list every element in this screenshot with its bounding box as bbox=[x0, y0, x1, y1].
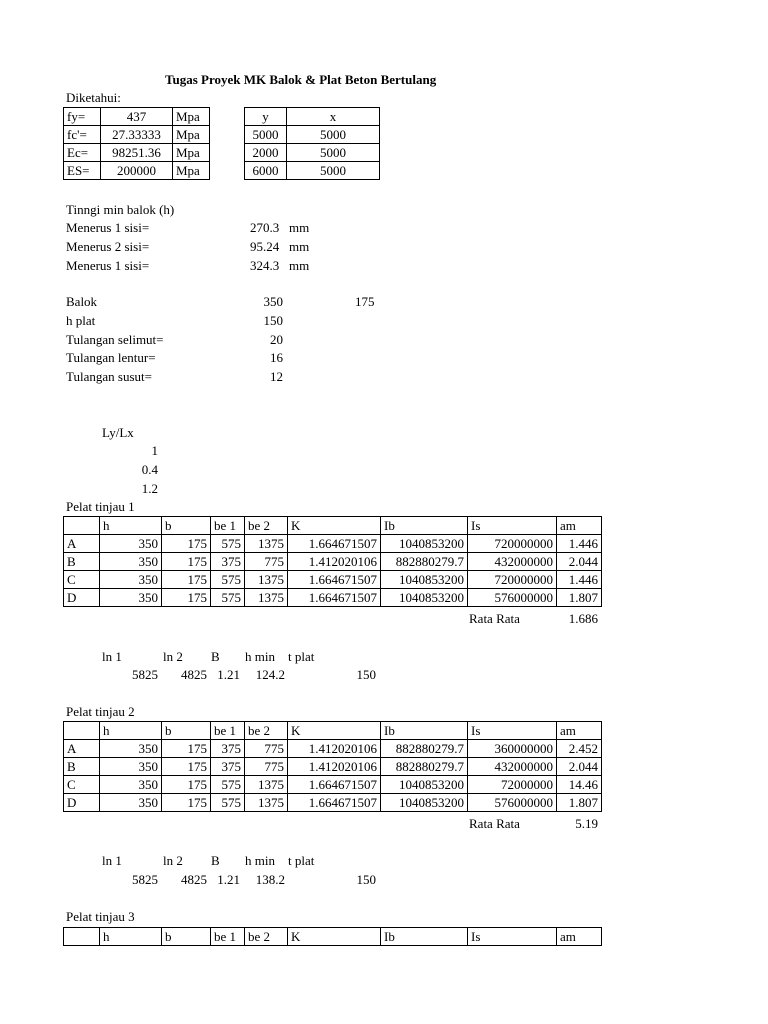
cell: 350 bbox=[100, 553, 162, 571]
prop-name: fy= bbox=[64, 108, 101, 126]
column-header: am bbox=[557, 722, 602, 740]
cell: 1.412020106 bbox=[288, 740, 381, 758]
column-header: am bbox=[557, 517, 602, 535]
param-value: 12 bbox=[270, 369, 283, 384]
column-header: y bbox=[245, 108, 287, 126]
column-header: K bbox=[288, 517, 381, 535]
summary-header: h min bbox=[245, 853, 275, 868]
cell: 1375 bbox=[245, 589, 288, 607]
summary-hmin: 124.2 bbox=[255, 667, 285, 682]
balok-value-1: 350 bbox=[263, 294, 283, 309]
column-header: Is bbox=[468, 722, 557, 740]
column-header: Ib bbox=[381, 928, 468, 946]
cell: 1.807 bbox=[557, 589, 602, 607]
cell: 2.044 bbox=[557, 553, 602, 571]
summary-ln1: 5825 bbox=[132, 667, 158, 682]
cell: 175 bbox=[162, 553, 211, 571]
cell: 375 bbox=[211, 740, 245, 758]
summary-tplat: 150 bbox=[356, 872, 376, 887]
cell: 720000000 bbox=[468, 535, 557, 553]
column-header bbox=[64, 517, 100, 535]
cell: 1375 bbox=[245, 794, 288, 812]
cell: 882880279.7 bbox=[381, 553, 468, 571]
prop-unit: Mpa bbox=[173, 144, 210, 162]
column-header: be 1 bbox=[211, 722, 245, 740]
cell: 175 bbox=[162, 571, 211, 589]
x-value: 5000 bbox=[287, 162, 380, 180]
yx-table bbox=[244, 107, 380, 180]
tinggi-row-unit: mm bbox=[289, 239, 310, 254]
row-label: A bbox=[64, 740, 100, 758]
column-header: h bbox=[100, 517, 162, 535]
plate-title: Pelat tinjau 3 bbox=[66, 909, 135, 924]
summary-hmin: 138.2 bbox=[255, 872, 285, 887]
lylx-value: 0.4 bbox=[141, 462, 158, 477]
table-row bbox=[64, 535, 602, 553]
rata-rata-label: Rata Rata bbox=[469, 611, 520, 626]
rata-rata-value: 5.19 bbox=[575, 816, 598, 831]
y-value: 2000 bbox=[245, 144, 287, 162]
param-label: h plat bbox=[66, 313, 96, 328]
cell: 1.664671507 bbox=[288, 535, 381, 553]
column-header: be 2 bbox=[245, 928, 288, 946]
summary-b: 1.21 bbox=[217, 667, 240, 682]
column-header: Ib bbox=[381, 722, 468, 740]
cell: 1.664671507 bbox=[288, 571, 381, 589]
cell: 575 bbox=[211, 535, 245, 553]
summary-header: ln 1 bbox=[102, 853, 122, 868]
row-label: D bbox=[64, 794, 100, 812]
cell: 882880279.7 bbox=[381, 740, 468, 758]
y-value: 6000 bbox=[245, 162, 287, 180]
summary-header: t plat bbox=[288, 853, 315, 868]
balok-value-2: 175 bbox=[355, 294, 375, 309]
cell: 175 bbox=[162, 535, 211, 553]
table-row bbox=[64, 776, 602, 794]
cell: 720000000 bbox=[468, 571, 557, 589]
column-header bbox=[64, 722, 100, 740]
param-label: Tulangan lentur= bbox=[66, 350, 156, 365]
table-row bbox=[245, 144, 380, 162]
column-header: Ib bbox=[381, 517, 468, 535]
prop-unit: Mpa bbox=[173, 162, 210, 180]
plate-table bbox=[63, 721, 602, 812]
tinggi-row-label: Menerus 2 sisi= bbox=[66, 239, 150, 254]
prop-value: 98251.36 bbox=[101, 144, 173, 162]
column-header: K bbox=[288, 722, 381, 740]
cell: 350 bbox=[100, 740, 162, 758]
prop-value: 200000 bbox=[101, 162, 173, 180]
cell: 375 bbox=[211, 553, 245, 571]
table-header-row bbox=[64, 722, 602, 740]
row-label: B bbox=[64, 758, 100, 776]
tinggi-row-label: Menerus 1 sisi= bbox=[66, 258, 150, 273]
table-row bbox=[64, 162, 210, 180]
cell: 1.807 bbox=[557, 794, 602, 812]
cell: 775 bbox=[245, 758, 288, 776]
plate-table bbox=[63, 927, 602, 946]
cell: 432000000 bbox=[468, 758, 557, 776]
cell: 350 bbox=[100, 535, 162, 553]
summary-header: B bbox=[211, 853, 220, 868]
cell: 350 bbox=[100, 794, 162, 812]
cell: 350 bbox=[100, 758, 162, 776]
diketahui-label: Diketahui: bbox=[66, 90, 121, 105]
balok-label: Balok bbox=[66, 294, 98, 309]
lylx-value: 1 bbox=[151, 443, 158, 458]
table-row bbox=[64, 740, 602, 758]
cell: 175 bbox=[162, 794, 211, 812]
cell: 2.044 bbox=[557, 758, 602, 776]
plate-title: Pelat tinjau 2 bbox=[66, 704, 135, 719]
column-header: be 1 bbox=[211, 517, 245, 535]
cell: 882880279.7 bbox=[381, 758, 468, 776]
summary-header: ln 2 bbox=[163, 649, 183, 664]
param-value: 16 bbox=[270, 350, 283, 365]
prop-value: 27.33333 bbox=[101, 126, 173, 144]
cell: 2.452 bbox=[557, 740, 602, 758]
param-value: 20 bbox=[270, 332, 283, 347]
cell: 14.46 bbox=[557, 776, 602, 794]
cell: 576000000 bbox=[468, 794, 557, 812]
cell: 175 bbox=[162, 740, 211, 758]
column-header: b bbox=[162, 517, 211, 535]
cell: 175 bbox=[162, 776, 211, 794]
row-label: C bbox=[64, 571, 100, 589]
cell: 1040853200 bbox=[381, 589, 468, 607]
cell: 175 bbox=[162, 589, 211, 607]
column-header: Is bbox=[468, 928, 557, 946]
column-header: Is bbox=[468, 517, 557, 535]
column-header: am bbox=[557, 928, 602, 946]
cell: 775 bbox=[245, 740, 288, 758]
tinggi-row-unit: mm bbox=[289, 220, 310, 235]
cell: 1040853200 bbox=[381, 571, 468, 589]
cell: 1040853200 bbox=[381, 794, 468, 812]
cell: 1.412020106 bbox=[288, 758, 381, 776]
summary-header: t plat bbox=[288, 649, 315, 664]
column-header bbox=[64, 928, 100, 946]
cell: 1.412020106 bbox=[288, 553, 381, 571]
rata-rata-label: Rata Rata bbox=[469, 816, 520, 831]
summary-header: ln 2 bbox=[163, 853, 183, 868]
cell: 375 bbox=[211, 758, 245, 776]
cell: 175 bbox=[162, 758, 211, 776]
cell: 432000000 bbox=[468, 553, 557, 571]
param-label: Tulangan selimut= bbox=[66, 332, 164, 347]
tinggi-row-unit: mm bbox=[289, 258, 310, 273]
cell: 1.664671507 bbox=[288, 776, 381, 794]
prop-name: Ec= bbox=[64, 144, 101, 162]
rata-rata-value: 1.686 bbox=[568, 611, 598, 626]
prop-name: ES= bbox=[64, 162, 101, 180]
cell: 575 bbox=[211, 589, 245, 607]
table-row bbox=[64, 794, 602, 812]
summary-tplat: 150 bbox=[356, 667, 376, 682]
param-label: Tulangan susut= bbox=[66, 369, 152, 384]
cell: 72000000 bbox=[468, 776, 557, 794]
prop-name: fc'= bbox=[64, 126, 101, 144]
summary-ln1: 5825 bbox=[132, 872, 158, 887]
cell: 1375 bbox=[245, 776, 288, 794]
prop-value: 437 bbox=[101, 108, 173, 126]
cell: 1.664671507 bbox=[288, 589, 381, 607]
row-label: C bbox=[64, 776, 100, 794]
cell: 576000000 bbox=[468, 589, 557, 607]
cell: 350 bbox=[100, 571, 162, 589]
cell: 775 bbox=[245, 553, 288, 571]
cell: 575 bbox=[211, 571, 245, 589]
column-header: h bbox=[100, 722, 162, 740]
cell: 575 bbox=[211, 776, 245, 794]
x-value: 5000 bbox=[287, 126, 380, 144]
column-header: h bbox=[100, 928, 162, 946]
param-value: 150 bbox=[263, 313, 283, 328]
table-row bbox=[64, 571, 602, 589]
column-header: x bbox=[287, 108, 380, 126]
summary-ln2: 4825 bbox=[181, 872, 207, 887]
column-header: be 2 bbox=[245, 722, 288, 740]
table-row bbox=[64, 758, 602, 776]
tinggi-row-value: 324.3 bbox=[250, 258, 280, 273]
summary-ln2: 4825 bbox=[181, 667, 207, 682]
column-header: K bbox=[288, 928, 381, 946]
cell: 575 bbox=[211, 794, 245, 812]
cell: 350 bbox=[100, 589, 162, 607]
column-header: be 2 bbox=[245, 517, 288, 535]
cell: 1375 bbox=[245, 571, 288, 589]
summary-header: ln 1 bbox=[102, 649, 122, 664]
prop-unit: Mpa bbox=[173, 108, 210, 126]
row-label: A bbox=[64, 535, 100, 553]
prop-unit: Mpa bbox=[173, 126, 210, 144]
row-label: B bbox=[64, 553, 100, 571]
table-row bbox=[245, 126, 380, 144]
table-row bbox=[64, 126, 210, 144]
table-row bbox=[64, 108, 210, 126]
tinggi-label: Tinngi min balok (h) bbox=[66, 202, 175, 217]
tinggi-row-value: 270.3 bbox=[250, 220, 280, 235]
cell: 1040853200 bbox=[381, 776, 468, 794]
tinggi-row-value: 95.24 bbox=[250, 239, 280, 254]
cell: 1.664671507 bbox=[288, 794, 381, 812]
cell: 1375 bbox=[245, 535, 288, 553]
table-row bbox=[64, 144, 210, 162]
summary-header: h min bbox=[245, 649, 275, 664]
column-header: b bbox=[162, 722, 211, 740]
summary-b: 1.21 bbox=[217, 872, 240, 887]
table-header-row bbox=[64, 928, 602, 946]
x-value: 5000 bbox=[287, 144, 380, 162]
cell: 360000000 bbox=[468, 740, 557, 758]
table-header-row bbox=[245, 108, 380, 126]
column-header: b bbox=[162, 928, 211, 946]
lylx-value: 1.2 bbox=[141, 481, 158, 496]
cell: 1.446 bbox=[557, 571, 602, 589]
document-title: Tugas Proyek MK Balok & Plat Beton Bertulang bbox=[165, 72, 437, 87]
table-header-row bbox=[64, 517, 602, 535]
cell: 1040853200 bbox=[381, 535, 468, 553]
table-row bbox=[64, 553, 602, 571]
properties-table bbox=[63, 107, 210, 180]
summary-header: B bbox=[211, 649, 220, 664]
plate-title: Pelat tinjau 1 bbox=[66, 499, 135, 514]
table-row bbox=[245, 162, 380, 180]
cell: 1.446 bbox=[557, 535, 602, 553]
cell: 350 bbox=[100, 776, 162, 794]
lylx-label: Ly/Lx bbox=[102, 425, 134, 440]
table-row bbox=[64, 589, 602, 607]
column-header: be 1 bbox=[211, 928, 245, 946]
tinggi-row-label: Menerus 1 sisi= bbox=[66, 220, 150, 235]
row-label: D bbox=[64, 589, 100, 607]
y-value: 5000 bbox=[245, 126, 287, 144]
plate-table bbox=[63, 516, 602, 607]
